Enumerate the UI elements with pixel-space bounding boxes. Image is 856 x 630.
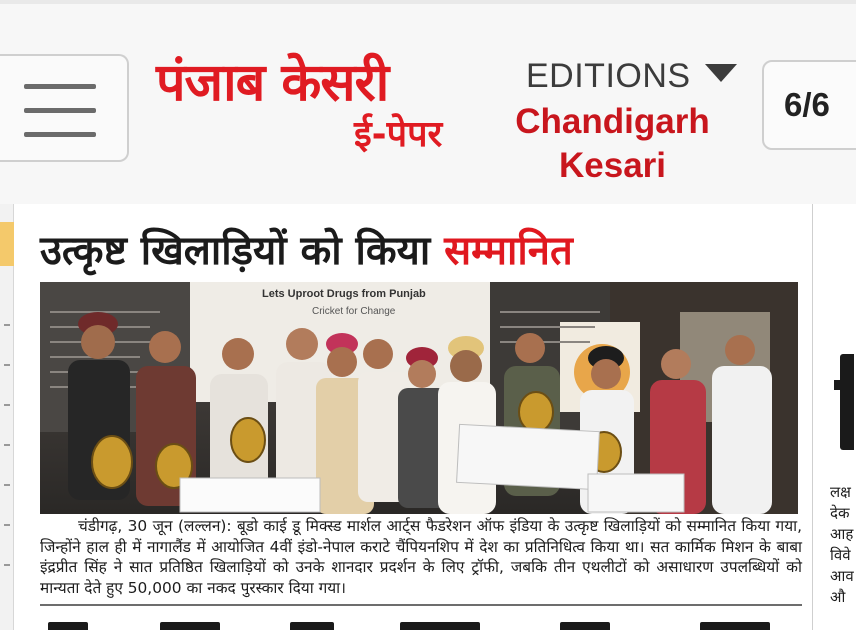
headline-main: उत्कृष्ट खिलाड़ियों को किया [40,228,445,274]
epaper-page-view[interactable] [0,204,856,630]
article-divider [40,604,802,606]
current-edition-name[interactable]: Chandigarh Kesari [515,102,710,185]
previous-column-edge [0,204,14,630]
next-article-headline-partial [40,614,802,630]
hamburger-menu-button[interactable] [0,54,129,162]
next-column-text: लक्ष देक आह विवे आव औ [830,483,854,606]
banner-title: Lets Uproot Drugs from Punjab [262,288,426,300]
app-header [0,4,856,204]
article-caption: चंडीगढ़, 30 जून (लल्लन): बूडो काई डू मिक्स्ड मार्शल आर्ट्स फैडरेशन ऑफ इंडिया के उत्कृष्ट खिलाड़ियों को सम्मानित किया गया, जिन्होंने हाल ही में नागालैंड में आयोजित 4वीं इंडो-नेपाल कराटे चैंपियनशिप में देश का प्रतिनिधित्व किया था। सत कार्मिक मिशन के बाबा इंद्रप्रीत सिंह ने सात प्रतिष्ठित खिलाड़ियों को उनके शानदार प्रदर्शन के लिए ट्रॉफी, जबकि तीन एथलीटों को असाधारण उपलब्धियों को मान्यता देते हुए 50,000 का नकद पुरस्कार दिया गया। [40,517,802,597]
next-column-partial [818,204,856,630]
page-indicator-button[interactable]: 6/6 [762,60,856,150]
logo-subtitle: ई-पेपर [354,114,443,155]
editions-label: EDITIONS [526,56,691,95]
banner-subtitle: Cricket for Change [312,306,396,317]
caret-down-icon [705,64,737,82]
logo-title: पंजाब केसरी [156,53,389,113]
article-photo[interactable] [40,282,798,514]
headline-highlight: सम्मानित [444,228,573,274]
column-divider [812,204,813,630]
punjab-kesari-logo[interactable] [152,48,482,168]
editions-dropdown[interactable] [526,56,737,96]
article-headline [40,222,800,280]
